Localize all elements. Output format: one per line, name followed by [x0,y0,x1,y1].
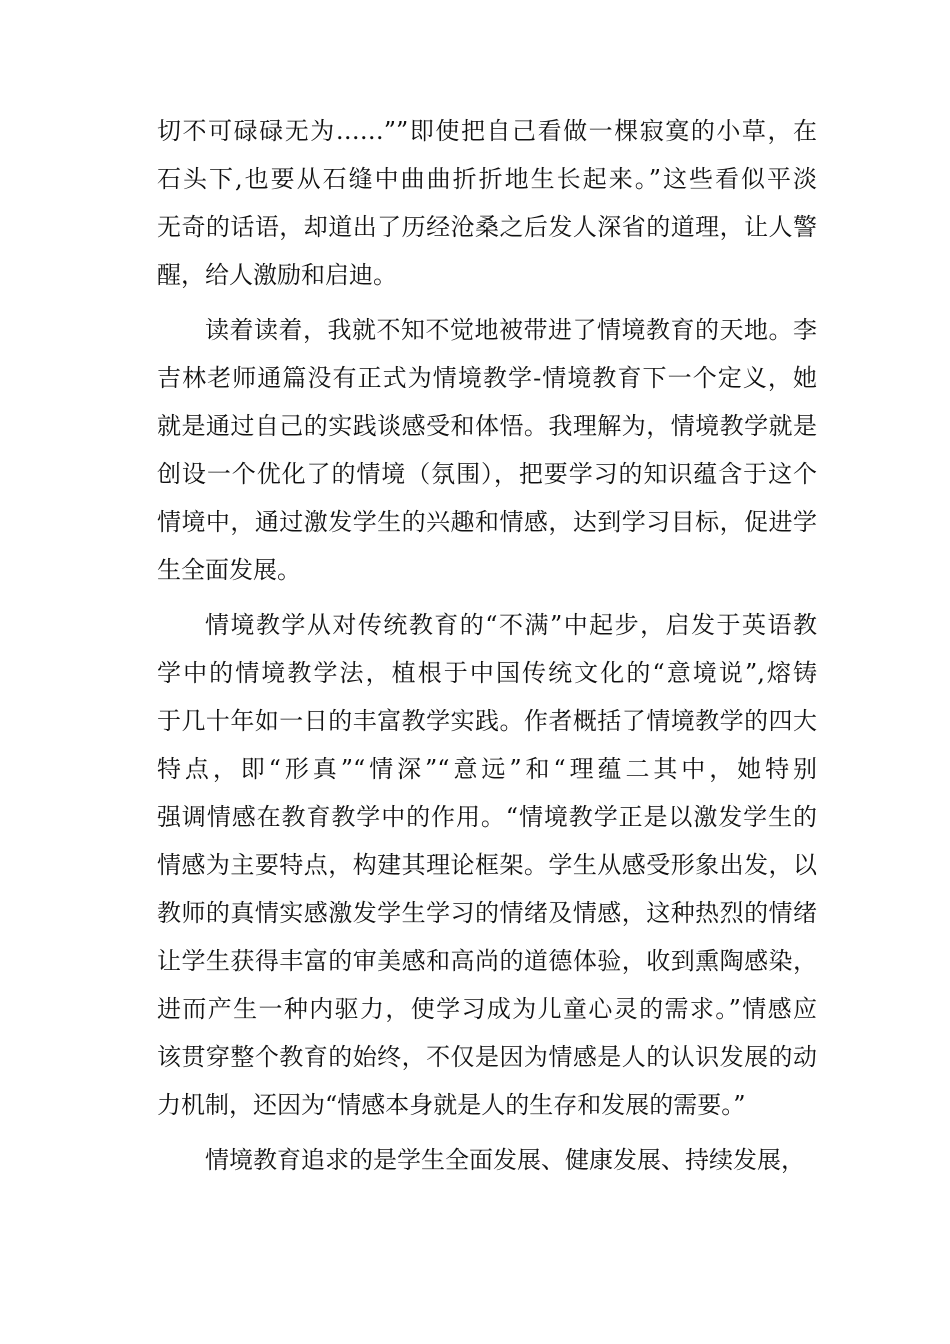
text-line: 情感为主要特点，构建其理论框架。学生从感受形象出发，以 [157,851,817,879]
text-line: 学中的情境教学法，植根于中国传统文化的“意境说”,熔铸 [157,659,817,687]
text-line: 于几十年如一日的丰富教学实践。作者概括了情境教学的四大 [157,707,817,735]
text-line: 切不可碌碌无为……””即使把自己看做一棵寂寞的小草，在 [157,117,817,145]
text-line: 特点，即“形真”“情深”“意远”和“理蕴二其中，她特别 [157,755,817,783]
text-line: 生全面发展。 [157,556,301,584]
text-line: 醒，给人激励和启迪。 [157,261,397,289]
text-line: 该贯穿整个教育的始终，不仅是因为情感是人的认识发展的动 [157,1043,817,1071]
text-line: 石头下,也要从石缝中曲曲折折地生长起来。”这些看似平淡 [157,165,817,193]
text-line: 情境中，通过激发学生的兴趣和情感，达到学习目标，促进学 [157,508,817,536]
text-line: 强调情感在教育教学中的作用。“情境教学正是以激发学生的 [157,803,817,831]
text-line: 进而产生一种内驱力，使学习成为儿童心灵的需求。”情感应 [157,995,817,1023]
text-line: 就是通过自己的实践谈感受和体悟。我理解为，情境教学就是 [157,412,817,440]
paragraph-first-line: 情境教育追求的是学生全面发展、健康发展、持续发展， [205,1146,805,1174]
text-line: 教师的真情实感激发学生学习的情绪及情感，这种热烈的情绪 [157,899,817,927]
paragraph-first-line: 读着读着，我就不知不觉地被带进了情境教育的天地。李 [205,316,817,344]
text-line: 让学生获得丰富的审美感和高尚的道德体验，收到熏陶感染， [157,947,817,975]
text-line: 吉林老师通篇没有正式为情境教学-情境教育下一个定义，她 [157,364,817,392]
text-line: 无奇的话语，却道出了历经沧桑之后发人深省的道理，让人警 [157,213,817,241]
text-line: 力机制，还因为“情感本身就是人的生存和发展的需要。” [157,1091,746,1119]
paragraph-first-line: 情境教学从对传统教育的“不满”中起步，启发于英语教 [205,611,817,639]
text-line: 创设一个优化了的情境（氛围），把要学习的知识蕴含于这个 [157,460,817,488]
